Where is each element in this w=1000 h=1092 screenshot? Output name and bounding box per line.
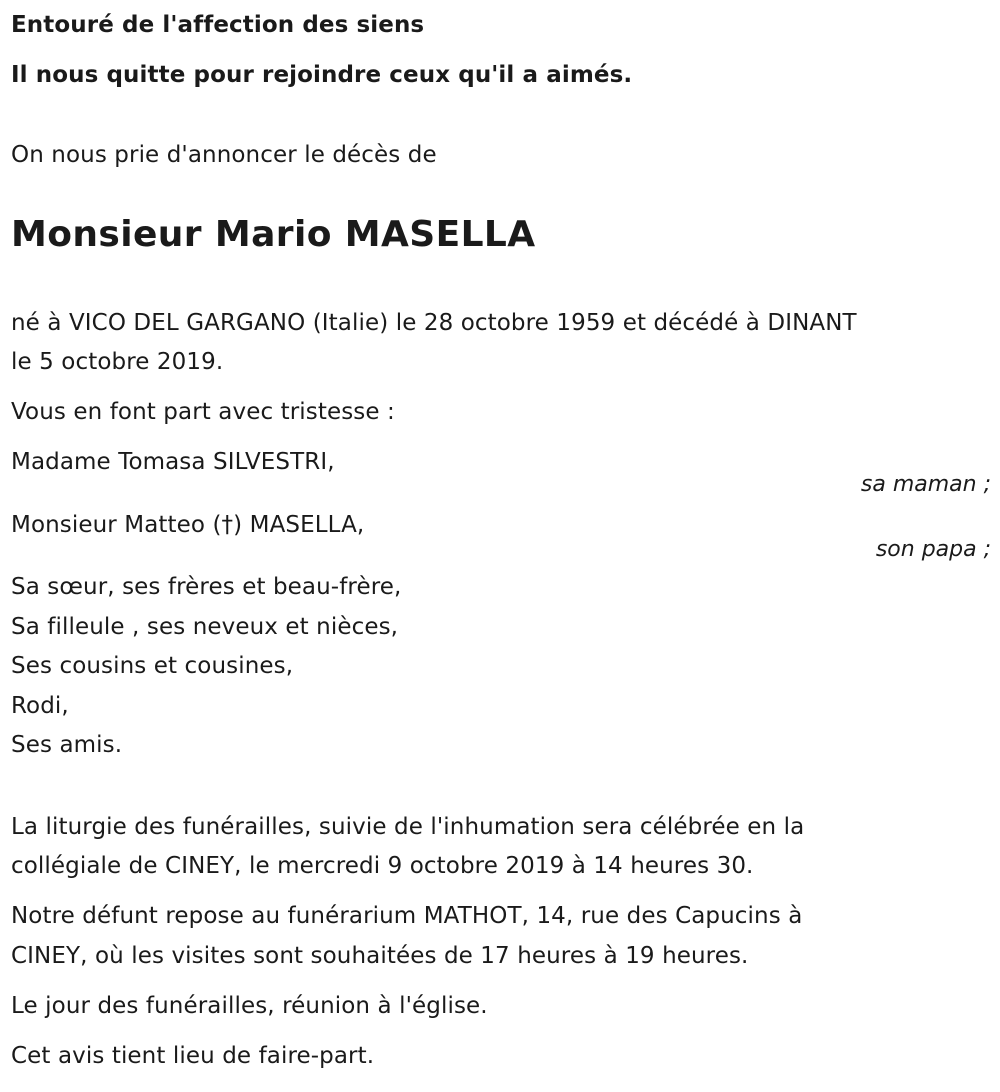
intro-line-2: Il nous quitte pour rejoindre ceux qu'il a aimés. (11, 62, 633, 88)
family-member-relation: sa maman ; (860, 472, 991, 497)
funerarium-line-1: Notre défunt repose au funérarium MATHOT, 14, rue des Capucins à (11, 903, 803, 929)
announcement-text: On nous prie d'annoncer le décès de (11, 142, 437, 168)
sadness-intro: Vous en font part avec tristesse : (11, 399, 395, 425)
birth-death-line-2: le 5 octobre 2019. (11, 349, 224, 375)
relatives-item: Sa filleule , ses neveux et nièces, (11, 614, 399, 640)
relatives-item: Ses amis. (11, 732, 123, 758)
family-member-relation: son papa ; (875, 537, 991, 562)
intro-line-1: Entouré de l'affection des siens (11, 12, 425, 38)
liturgy-line-2: collégiale de CINEY, le mercredi 9 octobre 2019 à 14 heures 30. (11, 853, 754, 879)
birth-death-line-1: né à VICO DEL GARGANO (Italie) le 28 octobre 1959 et décédé à DINANT (11, 310, 857, 336)
relatives-item: Sa sœur, ses frères et beau-frère, (11, 574, 402, 600)
relatives-item: Ses cousins et cousines, (11, 653, 294, 679)
meeting-text: Le jour des funérailles, réunion à l'église. (11, 993, 488, 1019)
family-member-name: Monsieur Matteo (†) MASELLA, (11, 512, 365, 538)
notice-text: Cet avis tient lieu de faire-part. (11, 1043, 375, 1069)
deceased-name: Monsieur Mario MASELLA (11, 214, 536, 255)
funerarium-line-2: CINEY, où les visites sont souhaitées de 17 heures à 19 heures. (11, 943, 749, 969)
relatives-item: Rodi, (11, 693, 69, 719)
liturgy-line-1: La liturgie des funérailles, suivie de l'inhumation sera célébrée en la (11, 814, 805, 840)
family-member-name: Madame Tomasa SILVESTRI, (11, 449, 335, 475)
